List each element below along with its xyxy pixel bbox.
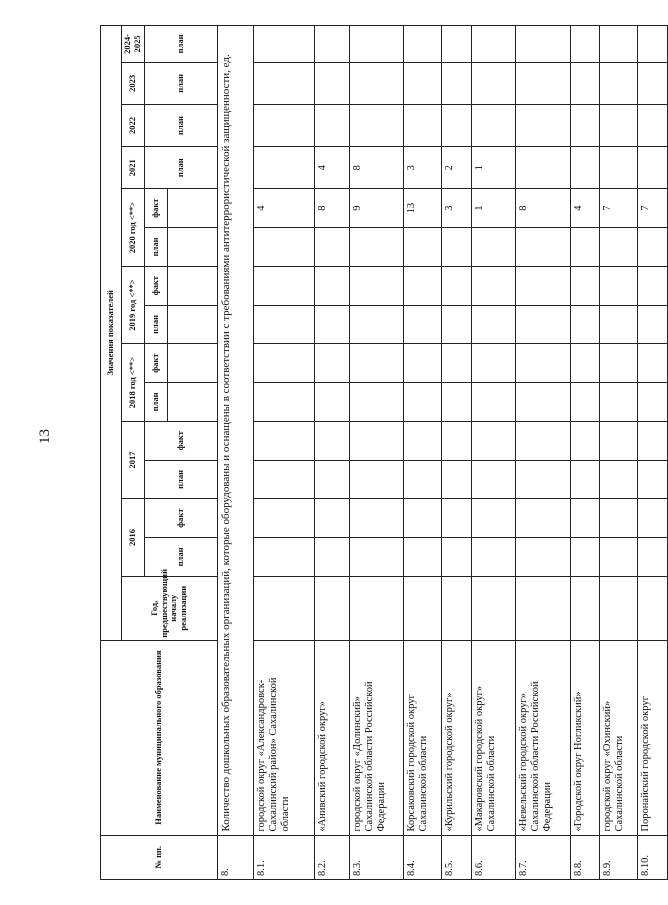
- row-number: 8.9.: [599, 835, 637, 879]
- value-cell: [314, 538, 349, 577]
- value-cell: [471, 62, 515, 104]
- municipality-name: городской округ «Охинский» Сахалинской области: [599, 640, 637, 835]
- value-cell: [570, 499, 599, 538]
- value-cell: [637, 228, 667, 267]
- value-cell: [314, 421, 349, 460]
- value-cell: [314, 26, 349, 63]
- value-cell: [253, 383, 314, 422]
- header-fact: факт: [144, 344, 167, 383]
- value-cell: [253, 421, 314, 460]
- value-cell: [314, 499, 349, 538]
- value-cell: [471, 383, 515, 422]
- value-cell: 13: [403, 189, 441, 228]
- value-cell: [599, 104, 637, 146]
- value-cell: [441, 344, 471, 383]
- value-cell: [570, 305, 599, 344]
- municipality-name: «Анивский городской округ»: [314, 640, 349, 835]
- indicators-table: [100, 25, 668, 880]
- value-cell: [637, 499, 667, 538]
- header-plan: план: [144, 538, 217, 577]
- value-cell: [637, 104, 667, 146]
- value-cell: [471, 344, 515, 383]
- value-cell: [314, 228, 349, 267]
- value-cell: [599, 499, 637, 538]
- header-plan: план: [144, 62, 217, 104]
- municipality-name: городской округ «Александровск-Сахалинский район» Сахалинской области: [253, 640, 314, 835]
- header-2023: 2023: [122, 62, 145, 104]
- value-cell: 4: [570, 189, 599, 228]
- value-cell: [441, 62, 471, 104]
- value-cell: [515, 383, 570, 422]
- header-year-before: Год, предшествующий началу реализации: [122, 576, 218, 640]
- page-number: 13: [37, 429, 53, 444]
- value-cell: [471, 228, 515, 267]
- header-plan: план: [144, 26, 217, 63]
- value-cell: [471, 460, 515, 499]
- value-cell: [314, 344, 349, 383]
- value-cell: [314, 62, 349, 104]
- value-cell: [403, 266, 441, 305]
- value-cell: [599, 538, 637, 577]
- header-plan: план: [144, 383, 167, 422]
- row-number: 8.3.: [349, 835, 403, 879]
- value-cell: [570, 266, 599, 305]
- value-cell: [515, 305, 570, 344]
- value-cell: [471, 576, 515, 640]
- value-cell: [599, 266, 637, 305]
- value-cell: [515, 460, 570, 499]
- value-cell: 8: [515, 189, 570, 228]
- value-cell: [471, 421, 515, 460]
- value-cell: 7: [637, 189, 667, 228]
- value-cell: [403, 383, 441, 422]
- header-2018: 2018 год <**>: [122, 344, 145, 422]
- value-cell: [570, 62, 599, 104]
- header-spacer: [167, 189, 217, 228]
- value-cell: [349, 344, 403, 383]
- value-cell: [515, 26, 570, 63]
- value-cell: [570, 26, 599, 63]
- value-cell: [253, 460, 314, 499]
- value-cell: [314, 383, 349, 422]
- value-cell: [314, 460, 349, 499]
- value-cell: [253, 147, 314, 189]
- header-num: № пп.: [101, 835, 218, 879]
- value-cell: [471, 305, 515, 344]
- table-row: [515, 26, 570, 880]
- value-cell: [349, 26, 403, 63]
- value-cell: [403, 228, 441, 267]
- value-cell: [471, 538, 515, 577]
- table-row: [570, 26, 599, 880]
- header-plan: план: [144, 228, 167, 267]
- header-2016: 2016: [122, 499, 145, 577]
- table-row: [599, 26, 637, 880]
- value-cell: [349, 383, 403, 422]
- table-row: [314, 26, 349, 880]
- value-cell: [637, 147, 667, 189]
- value-cell: [637, 538, 667, 577]
- value-cell: [403, 421, 441, 460]
- municipality-name: городской округ «Долинский» Сахалинской области Российской Федерации: [349, 640, 403, 835]
- value-cell: [599, 460, 637, 499]
- value-cell: [403, 104, 441, 146]
- row-number: 8.6.: [471, 835, 515, 879]
- value-cell: [441, 228, 471, 267]
- value-cell: [349, 266, 403, 305]
- value-cell: [441, 499, 471, 538]
- value-cell: [441, 383, 471, 422]
- municipality-name: Корсаковский городской округ Сахалинской области: [403, 640, 441, 835]
- value-cell: [403, 460, 441, 499]
- value-cell: [570, 104, 599, 146]
- value-cell: [403, 576, 441, 640]
- value-cell: [599, 421, 637, 460]
- header-2021: 2021: [122, 147, 145, 189]
- header-spacer: [167, 344, 217, 383]
- value-cell: [515, 62, 570, 104]
- table-row: [637, 26, 667, 880]
- value-cell: 3: [441, 189, 471, 228]
- value-cell: [515, 104, 570, 146]
- value-cell: [314, 576, 349, 640]
- value-cell: [637, 460, 667, 499]
- value-cell: [599, 26, 637, 63]
- header-2019: 2019 год <**>: [122, 266, 145, 344]
- value-cell: [570, 228, 599, 267]
- value-cell: [349, 104, 403, 146]
- value-cell: [403, 344, 441, 383]
- header-plan: план: [144, 104, 217, 146]
- value-cell: [599, 305, 637, 344]
- value-cell: [441, 26, 471, 63]
- value-cell: [349, 576, 403, 640]
- value-cell: [599, 62, 637, 104]
- value-cell: [253, 62, 314, 104]
- value-cell: [471, 104, 515, 146]
- value-cell: [570, 147, 599, 189]
- table-row: [349, 26, 403, 880]
- value-cell: [515, 499, 570, 538]
- header-plan: план: [144, 147, 217, 189]
- value-cell: [253, 26, 314, 63]
- header-spacer: [167, 383, 217, 422]
- value-cell: [515, 147, 570, 189]
- value-cell: [599, 576, 637, 640]
- value-cell: 1: [471, 189, 515, 228]
- row-number: 8.5.: [441, 835, 471, 879]
- table-row: [471, 26, 515, 880]
- value-cell: [599, 147, 637, 189]
- municipality-name: «Невельский городской округ» Сахалинской области Российской Федерации: [515, 640, 570, 835]
- value-cell: [441, 421, 471, 460]
- value-cell: [441, 460, 471, 499]
- value-cell: 9: [349, 189, 403, 228]
- header-2020: 2020 год <**>: [122, 189, 145, 267]
- value-cell: [471, 26, 515, 63]
- value-cell: [253, 538, 314, 577]
- section-number: 8.: [217, 835, 253, 879]
- municipality-name: «Курильский городской округ»: [441, 640, 471, 835]
- municipality-name: Поронайский городской округ: [637, 640, 667, 835]
- value-cell: [253, 104, 314, 146]
- table-row: [253, 26, 314, 880]
- value-cell: [599, 383, 637, 422]
- value-cell: [349, 538, 403, 577]
- value-cell: [570, 576, 599, 640]
- header-2024-2025: 2024-2025: [122, 26, 145, 63]
- value-cell: 1: [471, 147, 515, 189]
- value-cell: [515, 344, 570, 383]
- table-row: [403, 26, 441, 880]
- value-cell: [403, 26, 441, 63]
- row-number: 8.7.: [515, 835, 570, 879]
- value-cell: [403, 305, 441, 344]
- value-cell: [441, 305, 471, 344]
- value-cell: [441, 538, 471, 577]
- value-cell: [515, 576, 570, 640]
- value-cell: 3: [403, 147, 441, 189]
- value-cell: [253, 499, 314, 538]
- section-row: [217, 26, 253, 880]
- value-cell: [349, 305, 403, 344]
- value-cell: [471, 499, 515, 538]
- row-number: 8.10.: [637, 835, 667, 879]
- value-cell: [570, 538, 599, 577]
- value-cell: [349, 228, 403, 267]
- value-cell: [253, 266, 314, 305]
- value-cell: [637, 421, 667, 460]
- value-cell: [570, 460, 599, 499]
- header-plan: план: [144, 460, 217, 499]
- value-cell: [253, 576, 314, 640]
- value-cell: [441, 104, 471, 146]
- value-cell: [314, 305, 349, 344]
- header-spacer: [167, 228, 217, 267]
- value-cell: [637, 383, 667, 422]
- header-spacer: [167, 305, 217, 344]
- section-title: Количество дошкольных образовательных организаций, которые оборудованы и оснащены в соответствии с требованиями антитеррористической защищенности, ед.: [217, 26, 253, 836]
- value-cell: [253, 228, 314, 267]
- value-cell: [314, 266, 349, 305]
- row-number: 8.1.: [253, 835, 314, 879]
- header-values: Значения показателей: [101, 26, 122, 641]
- header-spacer: [167, 266, 217, 305]
- municipality-name: «Городской округ Ногликский»: [570, 640, 599, 835]
- value-cell: [349, 499, 403, 538]
- row-number: 8.8.: [570, 835, 599, 879]
- header-2022: 2022: [122, 104, 145, 146]
- value-cell: [441, 576, 471, 640]
- value-cell: [403, 499, 441, 538]
- value-cell: [570, 421, 599, 460]
- value-cell: [637, 305, 667, 344]
- value-cell: [599, 344, 637, 383]
- rotated-page: [100, 25, 651, 880]
- value-cell: [441, 266, 471, 305]
- municipality-name: «Макаровский городской округ» Сахалинской области: [471, 640, 515, 835]
- value-cell: [637, 62, 667, 104]
- value-cell: [637, 344, 667, 383]
- value-cell: [349, 62, 403, 104]
- row-number: 8.4.: [403, 835, 441, 879]
- value-cell: [637, 576, 667, 640]
- value-cell: [471, 266, 515, 305]
- value-cell: 4: [253, 189, 314, 228]
- header-fact: факт: [144, 266, 167, 305]
- value-cell: [570, 383, 599, 422]
- header-fact: факт: [144, 189, 167, 228]
- value-cell: [515, 266, 570, 305]
- value-cell: [599, 228, 637, 267]
- value-cell: 4: [314, 147, 349, 189]
- value-cell: [349, 460, 403, 499]
- value-cell: [314, 104, 349, 146]
- header-fact: факт: [144, 499, 217, 538]
- value-cell: [570, 344, 599, 383]
- value-cell: [253, 344, 314, 383]
- table-row: [441, 26, 471, 880]
- value-cell: 8: [349, 147, 403, 189]
- value-cell: 7: [599, 189, 637, 228]
- value-cell: 8: [314, 189, 349, 228]
- row-number: 8.2.: [314, 835, 349, 879]
- header-2017: 2017: [122, 421, 145, 499]
- value-cell: [515, 228, 570, 267]
- value-cell: [403, 538, 441, 577]
- value-cell: [403, 62, 441, 104]
- value-cell: [253, 305, 314, 344]
- header-name: Наименование муниципального образования: [101, 640, 218, 835]
- value-cell: 2: [441, 147, 471, 189]
- value-cell: [349, 421, 403, 460]
- header-fact: факт: [144, 421, 217, 460]
- value-cell: [515, 421, 570, 460]
- value-cell: [637, 266, 667, 305]
- header-plan: план: [144, 305, 167, 344]
- value-cell: [515, 538, 570, 577]
- value-cell: [637, 26, 667, 63]
